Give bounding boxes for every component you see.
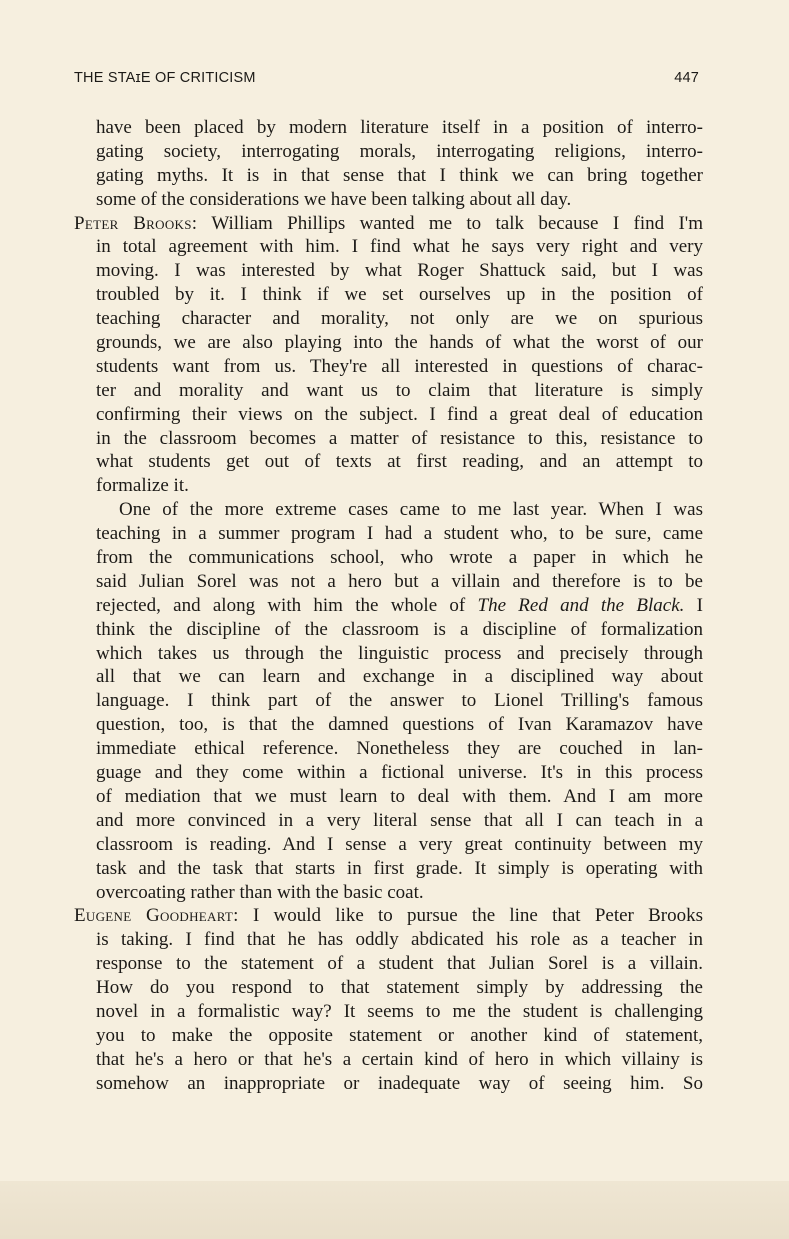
text-fragment: I would like to pursue the line that Peter Brooks bbox=[238, 905, 703, 927]
text-line: in the classroom becomes a matter of resistance to this, resistance to bbox=[96, 427, 703, 449]
text-fragment: William Phillips wanted me to talk because I find I'm bbox=[197, 212, 703, 234]
speaker-line bbox=[74, 904, 703, 928]
text-line: ter and morality and want us to claim that literature is simply bbox=[96, 379, 703, 401]
text-line: is taking. I find that he has oddly abdicated his role as a teacher in bbox=[96, 929, 703, 951]
page-bottom-margin bbox=[0, 1181, 789, 1239]
text-line: somehow an inappropriate or inadequate way of seeing him. So bbox=[96, 1072, 703, 1094]
text-line: which takes us through the linguistic process and precisely through bbox=[96, 642, 703, 664]
text-line: have been placed by modern literature itself in a position of interro- bbox=[96, 117, 703, 138]
text-line: think the discipline of the classroom is a discipline of formalization bbox=[96, 618, 703, 640]
text-line: response to the statement of a student that Julian Sorel is a villain. bbox=[96, 953, 703, 975]
text-line: that he's a hero or that he's a certain kind of hero in which villainy is bbox=[96, 1048, 703, 1070]
text-line: students want from us. They're all interested in questions of charac- bbox=[96, 355, 703, 377]
text-line: in total agreement with him. I find what he says very right and very bbox=[96, 236, 703, 258]
text-line: How do you respond to that statement simply by addressing the bbox=[96, 977, 703, 999]
text-line: overcoating rather than with the basic coat. bbox=[96, 881, 424, 903]
text-line: confirming their views on the subject. I find a great deal of education bbox=[96, 403, 703, 425]
text-line: task and the task that starts in first grade. It simply is operating with bbox=[96, 857, 703, 879]
text-line: gating society, interrogating morals, interrogating religions, interro- bbox=[96, 140, 703, 162]
text-line: question, too, is that the damned questions of Ivan Karamazov have bbox=[96, 714, 703, 736]
text-line: you to make the opposite statement or another kind of statement, bbox=[96, 1024, 703, 1046]
text-line: classroom is reading. And I sense a very great continuity between my bbox=[96, 833, 703, 855]
page-header bbox=[74, 70, 699, 92]
text-line: gating myths. It is in that sense that I think we can bring together bbox=[96, 164, 703, 186]
text-line: guage and they come within a fictional universe. It's in this process bbox=[96, 762, 703, 784]
text-line: and more convinced in a very literal sense that all I can teach in a bbox=[96, 809, 703, 831]
text-line: moving. I was interested by what Roger Shattuck said, but I was bbox=[96, 260, 703, 282]
text-line: troubled by it. I think if we set ourselves up in the position of bbox=[96, 284, 703, 306]
text-line: of mediation that we must learn to deal with them. And I am more bbox=[96, 785, 703, 807]
text-line: formalize it. bbox=[96, 475, 189, 497]
text-line: novel in a formalistic way? It seems to me the student is challenging bbox=[96, 1000, 703, 1022]
speaker-name: Peter Brooks: bbox=[74, 212, 198, 234]
text-fragment: I bbox=[684, 594, 703, 616]
text-line: language. I think part of the answer to Lionel Trilling's famous bbox=[96, 690, 703, 712]
text-line: what students get out of texts at first reading, and an attempt to bbox=[96, 451, 703, 473]
text-line: from the communications school, who wrote a paper in which he bbox=[96, 547, 703, 569]
text-line: all that we can learn and exchange in a disciplined way about bbox=[96, 666, 703, 688]
text-line: One of the more extreme cases came to me last year. When I was bbox=[119, 499, 703, 521]
text-line: teaching character and morality, not only are we on spurious bbox=[96, 308, 703, 330]
speaker-name: Eugene Goodheart: bbox=[74, 905, 239, 927]
speaker-line bbox=[74, 212, 703, 236]
text-line bbox=[74, 594, 703, 618]
body-text bbox=[74, 116, 703, 1096]
text-line: grounds, we are also playing into the hands of what the worst of our bbox=[96, 332, 703, 354]
running-head: THE STAɪE OF CRITICISM bbox=[74, 70, 256, 86]
text-fragment: rejected, and along with him the whole of bbox=[96, 594, 478, 616]
page-number: 447 bbox=[674, 70, 699, 86]
text-line: immediate ethical reference. Nonetheless they are couched in lan- bbox=[96, 738, 703, 760]
text-line: some of the considerations we have been talking about all day. bbox=[96, 188, 572, 210]
text-line: said Julian Sorel was not a hero but a villain and therefore is to be bbox=[96, 570, 703, 592]
text-line: teaching in a summer program I had a student who, to be sure, came bbox=[96, 523, 703, 545]
book-title: The Red and the Black. bbox=[477, 594, 685, 616]
